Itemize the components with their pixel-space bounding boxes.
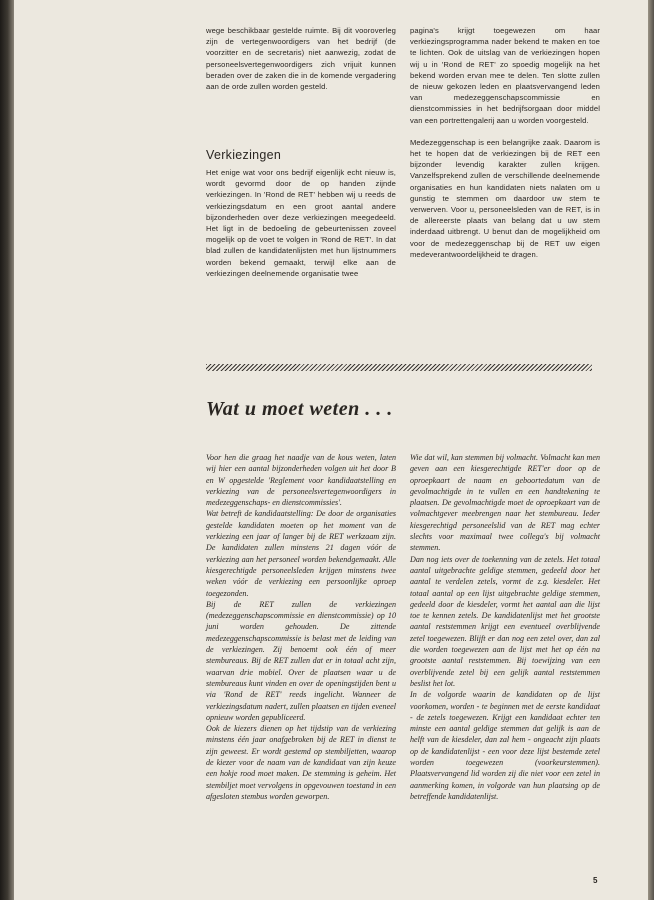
italic-paragraph: Ook de kiezers dienen op het tijdstip van de verkiezing minstens één jaar onafgebroken bij de RET in dienst te zijn geweest. Er wordt gestemd op stembiljetten, waarop de kiezer voor de naam van de kandidaat van zijn keuze een hokje rood moet maken. De stemming is geheim. Het stembiljet moet vervolgens in opgevouwen toestand in een afgesloten stembus worden geworpen.: [206, 724, 396, 801]
right-column: [410, 25, 600, 271]
page-number: 5: [593, 876, 598, 885]
italic-paragraph: Voor hen die graag het naadje van de kous weten, laten wij hier een aantal bijzonderheden volgen uit het door B en W opgestelde 'Reglement voor kandidaatstelling en verkiezing van de personeelsvertegenwoordigers in medezeggenschaps- en dienstcommissies'.: [206, 453, 396, 508]
italic-paragraph: In de volgorde waarin de kandidaten op de lijst voorkomen, worden - te beginnen met de eerste kandidaat - de zetels toegewezen. Krijgt een kandidaat echter ten minste een aantal geldige stemmen dat gelijk is aan de helft van de kiesdeler, dan zal hem - ongeacht zijn plaats op de kandidatenlijst - een voor deze lijst bestemde zetel worden toegewezen (voorkeurstemmen). Plaatsvervangend lid worden zij die niet voor een zetel in aanmerking komen, in volgorde van hun plaatsing op de betreffende kandidatenlijst.: [410, 690, 600, 801]
right-paragraph-1: pagina's krijgt toegewezen om haar verkiezingsprogramma nader bekend te maken en toe te lichten. Ook de uitslag van de verkiezingen hopen wij u in 'Rond de RET' zo spoedig mogelijk na het bekend worden ervan mee te delen. Ten slotte zullen de nieuw gekozen leden en plaatsvervangend leden van medezeggenschapscommissie en dienstcommissies in het bedrijfsorgaan door middel van een portrettengalerij aan u worden voorgesteld.: [410, 26, 600, 125]
elections-paragraph: Het enige wat voor ons bedrijf eigenlijk echt nieuw is, wordt gevormd door de op handen zijnde verkiezingen. In 'Rond de RET' hebben wij u reeds de verkiezingsdatum en een groot aantal andere bijzonderheden over deze verkiezingen meegedeeld. Het ligt in de bedoeling de gebeurtenissen zoveel mogelijk op de voet te volgen in 'Rond de RET'. In dat blad zullen de kandidatenlijsten met hun lijstnummers worden bekend gemaakt, terwijl elke aan de verkiezingen deelnemende organisatie twee: [206, 168, 396, 278]
left-column-top: [206, 25, 396, 92]
book-binding: [0, 0, 14, 900]
intro-paragraph: wege beschikbaar gestelde ruimte. Bij dit vooroverleg zijn de vertegenwoordigers van het bedrijf (de voorzitter en de secretaris) niet aanwezig, zodat de personeelsvertegenwoordigers zich vrijuit kunnen beraden over de zaken die in de komende vergadering aan de orde zullen worden gesteld.: [206, 26, 396, 92]
right-paragraph-2: Medezeggenschap is een belangrijke zaak. Daarom is het te hopen dat de verkiezingen bij de RET een bijzonder levendig karakter zullen krijgen. Vanzelfsprekend zullen de verschillende deelnemende organisaties en hun kandidaten niets nalaten om u gunstig te stemmen om daardoor uw stem te verwerven. Voor u, personeelsleden van de RET, is in de allereerste plaats van belang dat u uw stem inderdaad uitbrengt. U benut dan de mogelijkheid om voor de medezeggenschap bij de RET uw eigen medeverantwoordelijkheid te dragen.: [410, 137, 600, 259]
page-edge: [648, 0, 654, 900]
italic-right-column: [410, 452, 600, 802]
hatched-divider: [206, 364, 592, 371]
italic-paragraph: Bij de RET zullen de verkiezingen (medezeggenschapscommissie en dienstcommissie) op 10 juni worden gehouden. De zittende medezeggenschapscommissie is belast met de leiding van de verkiezingen. Zij benoemt ook één of meer stembureaus. Bij de RET zullen dat er in totaal acht zijn, waarvan drie mobiel. Over de plaatsen waar u de stembureaus kunt vinden en over de openingstijden bent u via 'Rond de RET' reeds ingelicht. Wanneer de verkiezingsdatum nadert, zullen plaatsen en tijden eveneel opnieuw worden gepubliceerd.: [206, 599, 396, 722]
section-heading: Verkiezingen: [206, 148, 282, 162]
left-column-body: [206, 167, 396, 279]
italic-paragraph: Wie dat wil, kan stemmen bij volmacht. Volmacht kan men geven aan een kiesgerechtigde RET'er door op de oproepkaart de naam en geboortedatum van de gevolmachtigde in te vullen en een handtekening te plaatsen. De gevolmachtigde moet de oproepkaart van de volmachtgever meebrengen naar het stembureau. Ieder kiesgerechtigd personeelslid van de RET mag echter slechts voor maximaal twee collega's bij volmacht stemmen.: [410, 453, 600, 553]
italic-paragraph: Dan nog iets over de toekenning van de zetels. Het totaal aantal uitgebrachte geldige stemmen, gedeeld door het aantal te verdelen zetels, vormt de z.g. kiesdeler. Het totaal aantal op een lijst uitgebrachte geldige stemmen, gedeeld door de kiesdeler, vormt het aantal aan die lijst toe te kennen zetels. De kandidatenlijst met het grootste aantal reststemmen krijgt een eventueel overblijvende zetel toegewezen. Blijft er dan nog een zetel over, dan zal die worden toegewezen aan de lijst met het op één na grootste aantal reststemmen. Bij toewijzing van een overblijvende zetel bij een gelijk aantal reststemmen beslist het lot.: [410, 554, 600, 688]
italic-left-column: [206, 452, 396, 802]
feature-title: Wat u moet weten . . .: [206, 398, 393, 420]
italic-paragraph: Wat betreft de kandidaatstelling: De door de organisaties gestelde kandidaten moeten op het moment van de verkiezing een jaar of langer bij de RET werkzaam zijn. De kandidaten zullen minstens 21 dagen vóór de verkiezing aan het personeel worden bekendgemaakt. Alle kiesgerechtigde personeelsleden krijgen minstens twee weken vóór de verkiezing een persoonlijke oproep toegezonden.: [206, 509, 396, 598]
